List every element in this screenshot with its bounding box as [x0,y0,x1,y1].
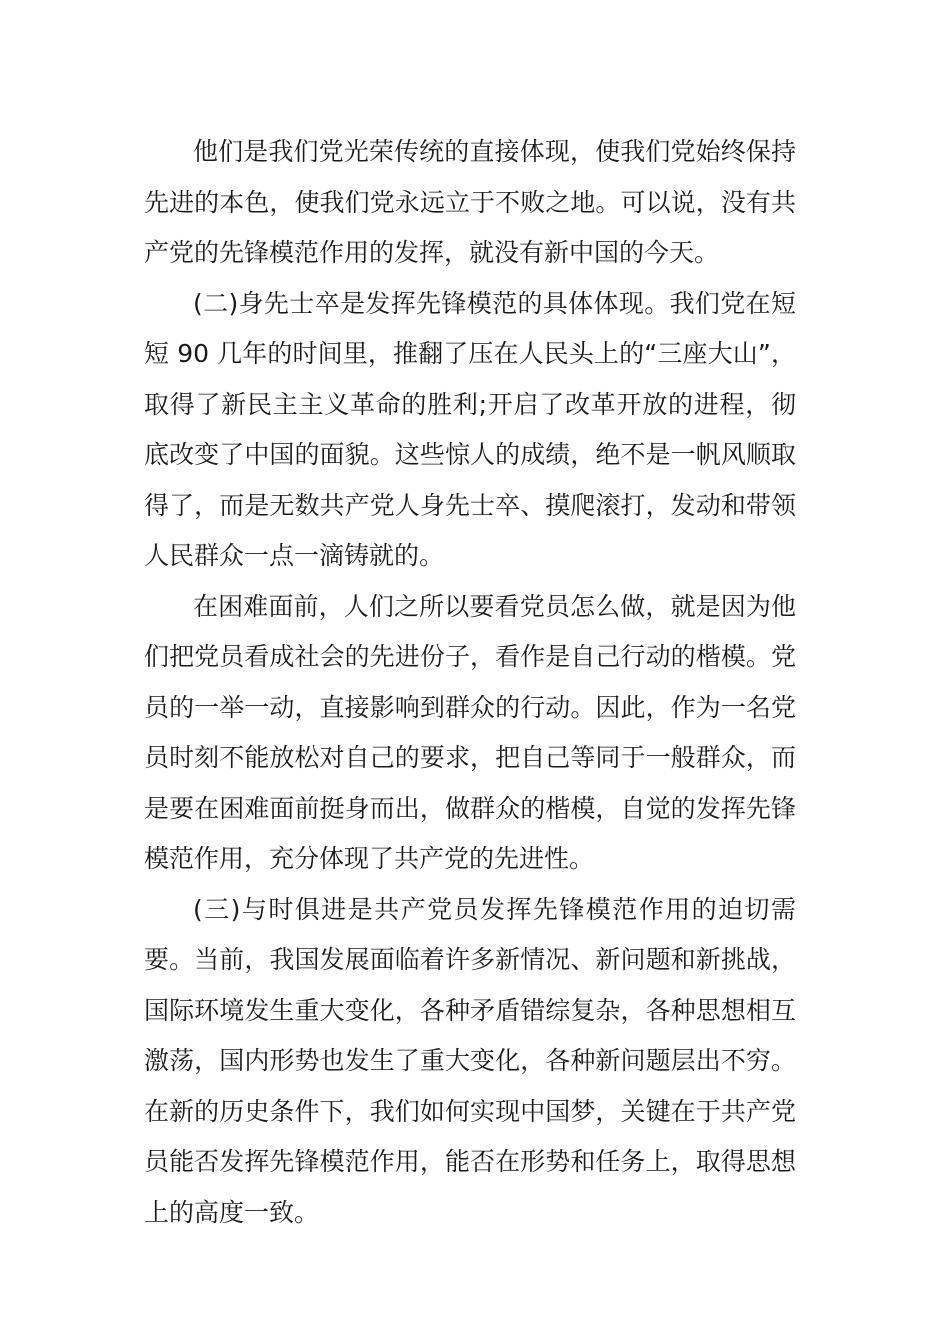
paragraph-2: (二)身先士卒是发挥先锋模范的具体体现。我们党在短短 90 几年的时间里，推翻了压在人民头上的“三座大山”，取得了新民主主义革命的胜利;开启了改革开放的进程，彻底改变了中国的面貌。这些惊人的成绩，绝不是一帆风顺取得了，而是无数共产党人身先士卒、摸爬滚打，发动和带领人民群众一点一滴铸就的。 [144,288,796,570]
paragraph-1: 他们是我们党光荣传统的直接体现，使我们党始终保持先进的本色，使我们党永远立于不败之地。可以说，没有共产党的先锋模范作用的发挥，就没有新中国的今天。 [144,137,796,267]
document-body [144,127,796,1238]
paragraph-4: (三)与时俱进是共产党员发挥先锋模范作用的迫切需要。当前，我国发展面临着许多新情况、新问题和新挑战，国际环境发生重大变化，各种矛盾错综复杂，各种思想相互激荡，国内形势也发生了重大变化，各种新问题层出不穷。在新的历史条件下，我们如何实现中国梦，关键在于共产党员能否发挥先锋模范作用，能否在形势和任务上，取得思想上的高度一致。 [144,894,796,1227]
paragraph-3: 在困难面前，人们之所以要看党员怎么做，就是因为他们把党员看成社会的先进份子，看作是自己行动的楷模。党员的一举一动，直接影响到群众的行动。因此，作为一名党员时刻不能放松对自己的要求，把自己等同于一般群众，而是要在困难面前挺身而出，做群众的楷模，自觉的发挥先锋模范作用，充分体现了共产党的先进性。 [144,591,796,873]
